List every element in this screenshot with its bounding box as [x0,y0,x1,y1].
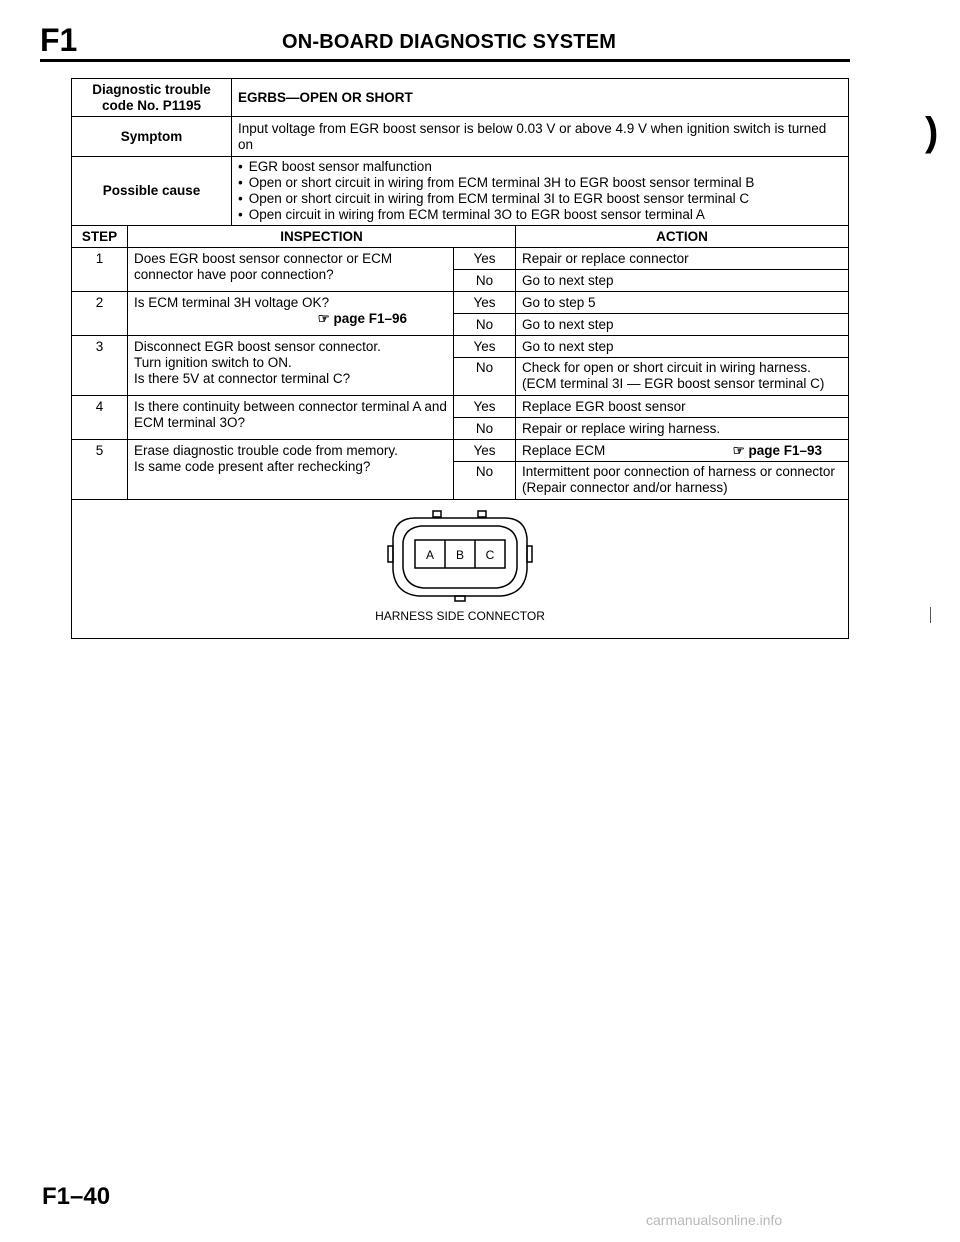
table-row [72,248,849,270]
no-label: No [454,314,516,336]
yes-label: Yes [454,396,516,418]
figure-cell [72,500,849,639]
diagnostic-table [71,78,849,639]
cause-item: • Open or short circuit in wiring from ECM terminal 3I to EGR boost sensor terminal C [238,191,842,207]
figure-row [72,500,849,639]
step-inspection-cell [128,336,454,396]
yes-label: Yes [454,248,516,270]
symptom-label: Symptom [72,117,232,157]
inspection-line: Is same code present after rechecking? [134,459,371,474]
dtc-row [72,79,849,117]
page-number: F1–40 [42,1183,111,1210]
no-action-line: Check for open or short circuit in wiring harness. [522,360,811,375]
page-title: ON-BOARD DIAGNOSTIC SYSTEM [282,31,617,53]
yes-label: Yes [454,336,516,358]
table-row [72,396,849,418]
step-number: 4 [72,396,128,440]
possible-cause-cell [232,157,849,226]
yes-label: Yes [454,292,516,314]
step-inspection-cell [128,440,454,500]
yes-label: Yes [454,440,516,462]
possible-cause-label: Possible cause [72,157,232,226]
no-label: No [454,462,516,500]
step-inspection: Does EGR boost sensor connector or ECM connector have poor connection? [128,248,454,292]
inspection-header: INSPECTION [128,226,516,248]
table-header-row [72,226,849,248]
yes-action: Go to step 5 [516,292,849,314]
possible-cause-row [72,157,849,226]
step-number: 1 [72,248,128,292]
yes-action-cell [516,440,849,462]
possible-cause-list [238,159,842,223]
no-action: Go to next step [516,314,849,336]
terminal-b-label: B [455,548,465,562]
inspection-line: Turn ignition switch to ON. [134,355,292,370]
step-inspection: Is there continuity between connector terminal A and ECM terminal 3O? [128,396,454,440]
inspection-line: Is there 5V at connector terminal C? [134,371,351,386]
no-action-line: (Repair connector and/or harness) [522,480,728,495]
step-number: 2 [72,292,128,336]
yes-action: Repair or replace connector [516,248,849,270]
table-row [72,440,849,462]
yes-action: Replace ECM [522,442,606,458]
terminal-a-label: A [425,548,435,562]
yes-action: Go to next step [516,336,849,358]
cause-item: • Open or short circuit in wiring from ECM terminal 3H to EGR boost sensor terminal B [238,175,842,191]
no-action-cell [516,462,849,500]
cause-item: • Open circuit in wiring from ECM terminal 3O to EGR boost sensor terminal A [238,207,842,223]
step-number: 3 [72,336,128,396]
terminal-c-label: C [485,548,495,562]
symptom-row [72,117,849,157]
no-label: No [454,418,516,440]
page-reference: ☞ page F1–96 [317,311,407,326]
inspection-line: Erase diagnostic trouble code from memory. [134,443,398,458]
margin-tick [930,607,931,623]
no-action-cell [516,358,849,396]
section-code: F1 [40,22,78,58]
step-inspection-cell [128,292,454,336]
dtc-description: EGRBS—OPEN OR SHORT [232,79,849,117]
cause-item: • EGR boost sensor malfunction [238,159,842,175]
watermark: carmanualsonline.info [646,1212,783,1228]
table-row [72,336,849,358]
figure-caption: HARNESS SIDE CONNECTOR [375,609,545,623]
page-reference: ☞ page F1–93 [732,442,822,458]
step-header: STEP [72,226,128,248]
no-action-line: (ECM terminal 3I — EGR boost sensor terminal C) [522,376,825,391]
inspection-line: Disconnect EGR boost sensor connector. [134,339,381,354]
dtc-label: Diagnostic trouble code No. P1195 [72,79,232,117]
table-row [72,292,849,314]
margin-mark: ) [925,110,939,154]
step-inspection: Is ECM terminal 3H voltage OK? [134,295,330,310]
yes-action: Replace EGR boost sensor [516,396,849,418]
no-label: No [454,270,516,292]
symptom-text: Input voltage from EGR boost sensor is below 0.03 V or above 4.9 V when ignition switch is turned on [232,117,849,157]
step-number: 5 [72,440,128,500]
no-label: No [454,358,516,396]
no-action: Go to next step [516,270,849,292]
no-action: Repair or replace wiring harness. [516,418,849,440]
no-action-line: Intermittent poor connection of harness or connector [522,464,835,479]
action-header: ACTION [516,226,849,248]
header-rule [40,59,850,62]
connector-diagram [375,508,545,608]
